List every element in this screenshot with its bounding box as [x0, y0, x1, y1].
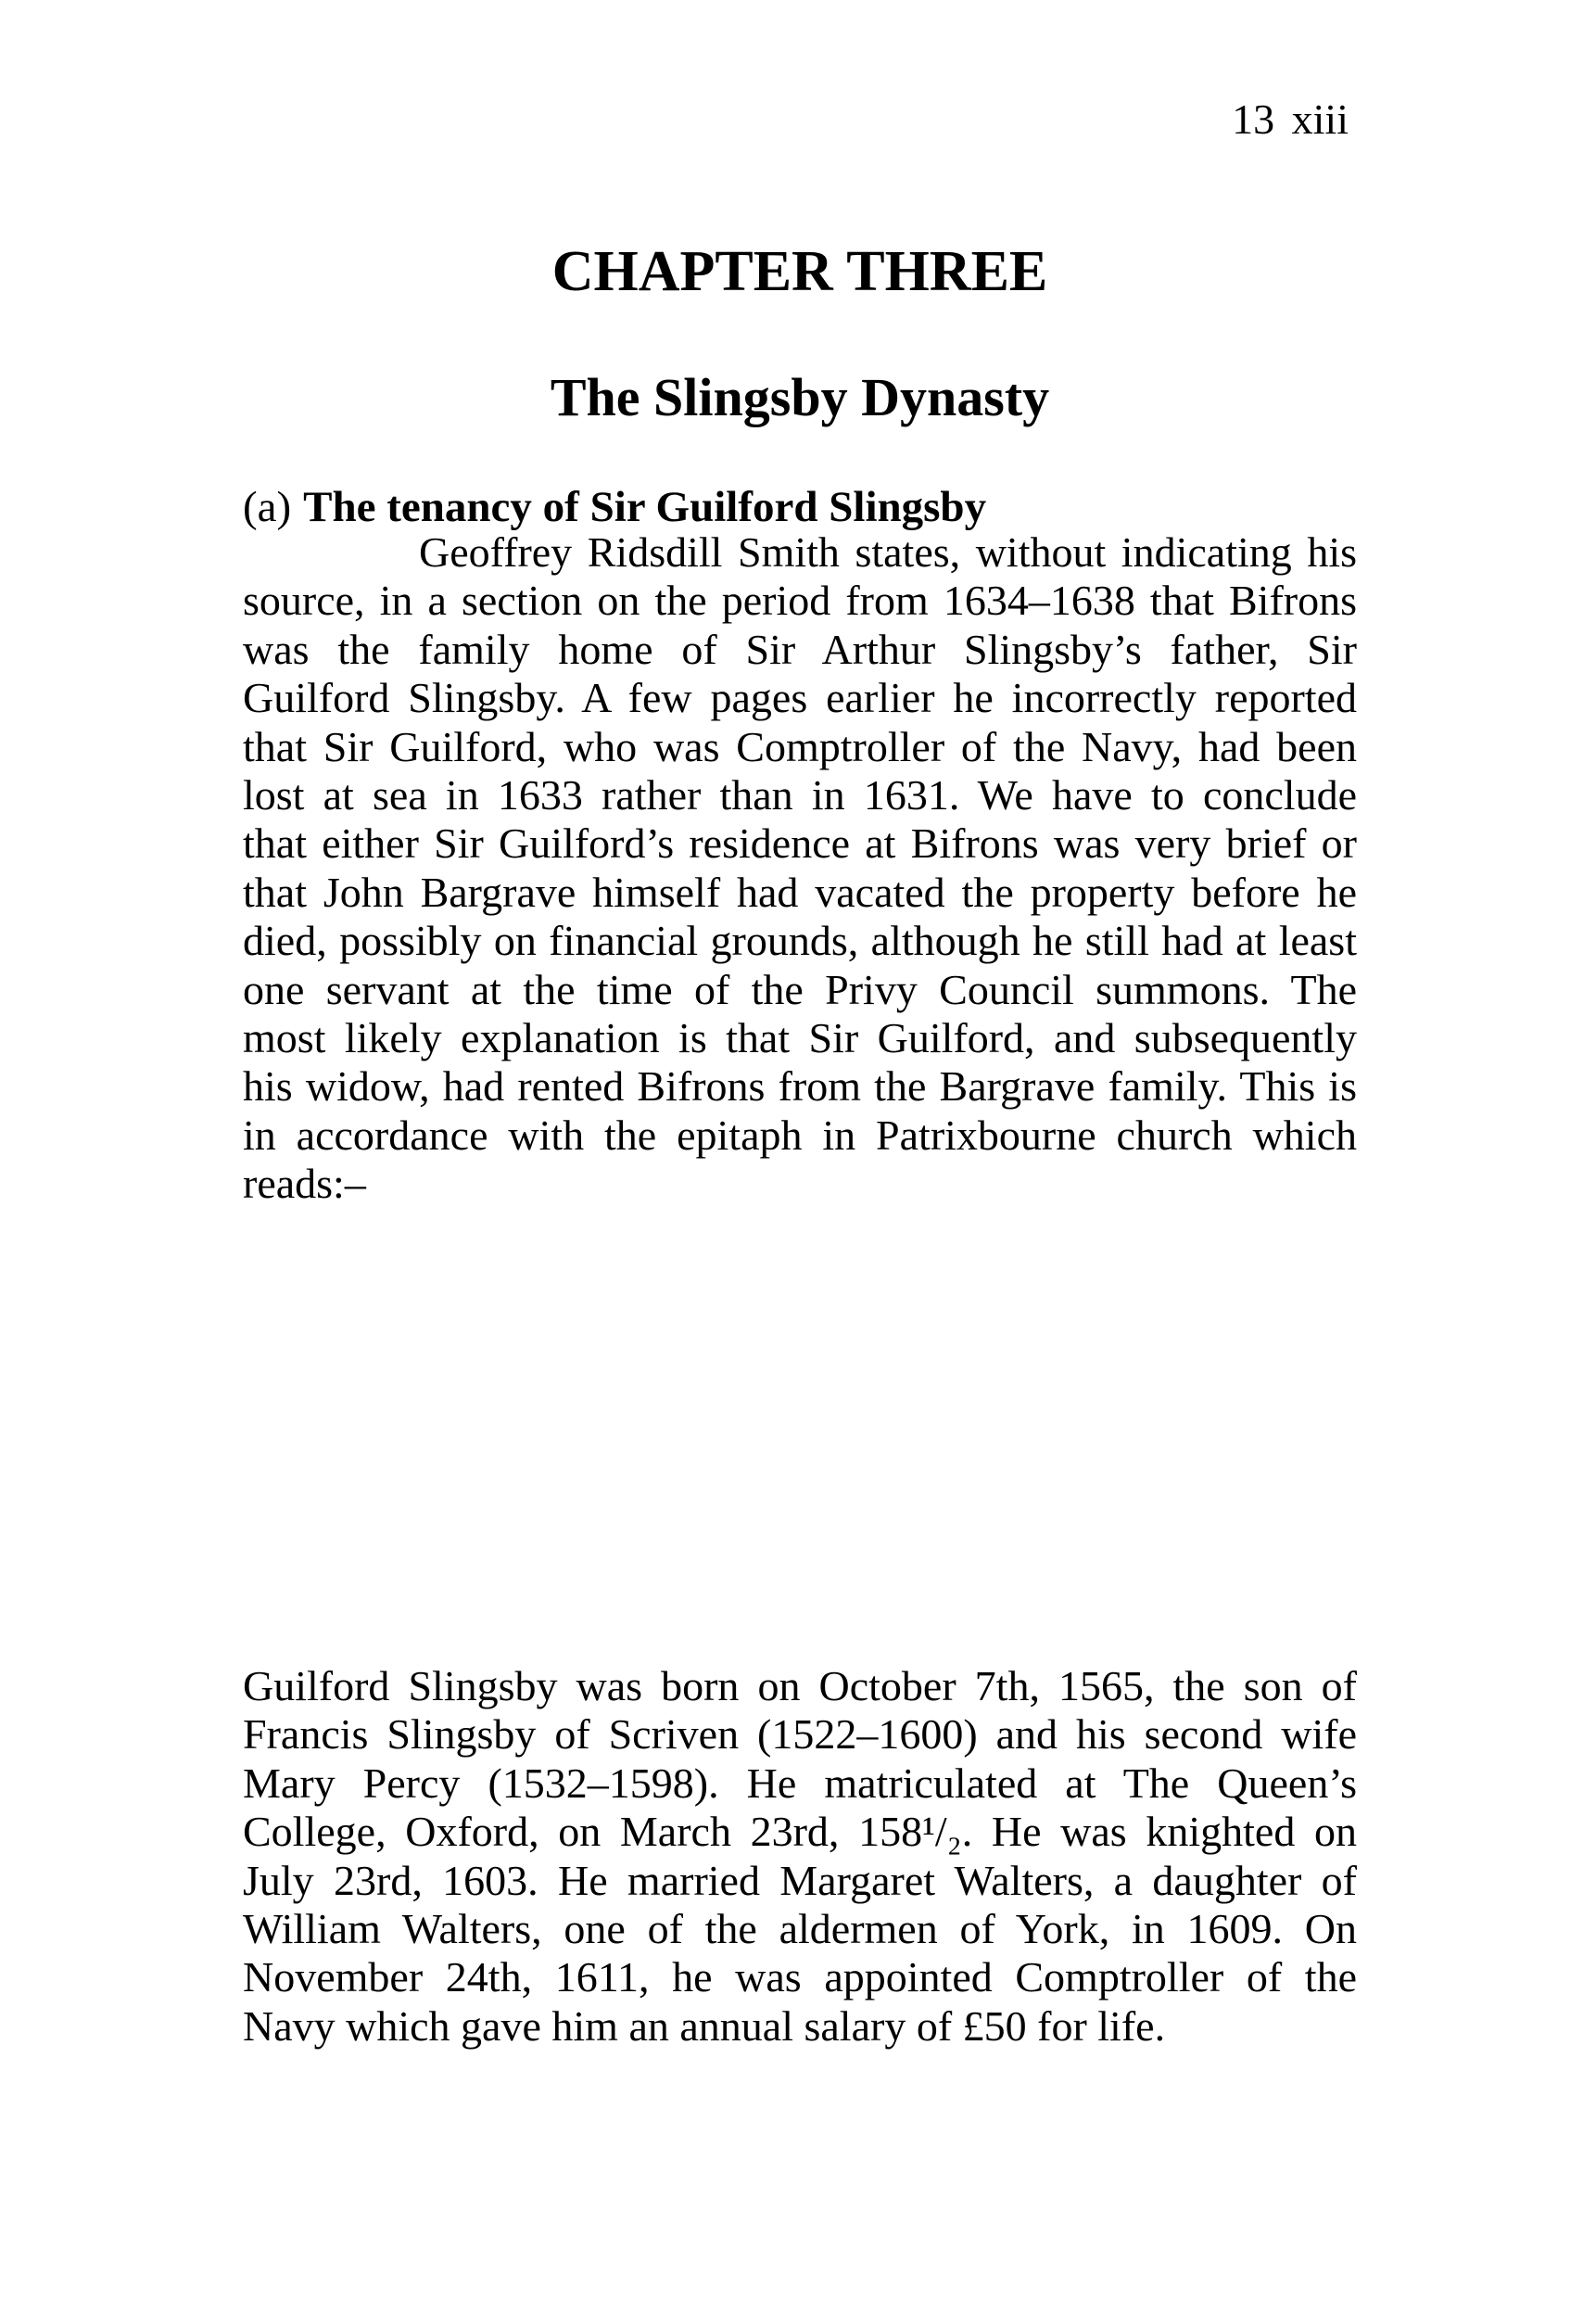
text-line: his widow, had rented Bifrons from the Bargrave family. This is — [243, 1062, 1357, 1111]
chapter-title: The Slingsby Dynasty — [550, 367, 1050, 427]
text-line: Guilford Slingsby was born on October 7th, 1565, the son of — [243, 1662, 1357, 1709]
section-heading — [243, 483, 1357, 531]
text-line: William Walters, one of the aldermen of York, in 1609. On — [243, 1905, 1357, 1953]
text-line: Navy which gave him an annual salary of £50 for life. — [243, 2001, 1166, 2050]
text-line: was the family home of Sir Arthur Slingsby’s father, Sir — [243, 625, 1357, 673]
text-line: November 24th, 1611, he was appointed Comptroller of the — [243, 1953, 1357, 2001]
text-line: Geoffrey Ridsdill Smith states, without indicating his — [419, 528, 1357, 576]
text-line: Guilford Slingsby. A few pages earlier he incorrectly reported — [243, 674, 1357, 722]
text-line: Mary Percy (1532–1598). He matriculated at The Queen’s — [243, 1759, 1357, 1807]
text-line: College, Oxford, on March 23rd, 158¹/₂. He was knighted on — [243, 1808, 1357, 1856]
text-line: that Sir Guilford, who was Comptroller of the Navy, had been — [243, 722, 1357, 770]
text-line: reads:– — [243, 1160, 366, 1208]
section-label: (a) — [243, 483, 292, 531]
text-line: that John Bargrave himself had vacated the property before he — [243, 868, 1357, 916]
text-line: source, in a section on the period from 1634–1638 that Bifrons — [243, 577, 1357, 625]
text-line: July 23rd, 1603. He married Margaret Walters, a daughter of — [243, 1856, 1357, 1904]
page-number: 13 xiii — [1232, 95, 1349, 143]
text-line: most likely explanation is that Sir Guilford, and subsequently — [243, 1014, 1357, 1062]
paragraph-biography — [243, 1662, 1357, 2051]
text-line: lost at sea in 1633 rather than in 1631. We have to conclude — [243, 771, 1357, 819]
text-line: that either Sir Guilford’s residence at Bifrons was very brief or — [243, 819, 1357, 868]
section-title: The tenancy of Sir Guilford Slingsby — [303, 483, 987, 531]
text-line: in accordance with the epitaph in Patrixbourne church which — [243, 1111, 1357, 1159]
text-line: died, possibly on financial grounds, although he still had at least — [243, 917, 1357, 965]
text-line: Francis Slingsby of Scriven (1522–1600) and his second wife — [243, 1710, 1357, 1759]
text-line: one servant at the time of the Privy Council summons. The — [243, 965, 1357, 1013]
paragraph-tenancy — [243, 528, 1357, 1209]
chapter-heading: CHAPTER THREE — [551, 240, 1048, 303]
